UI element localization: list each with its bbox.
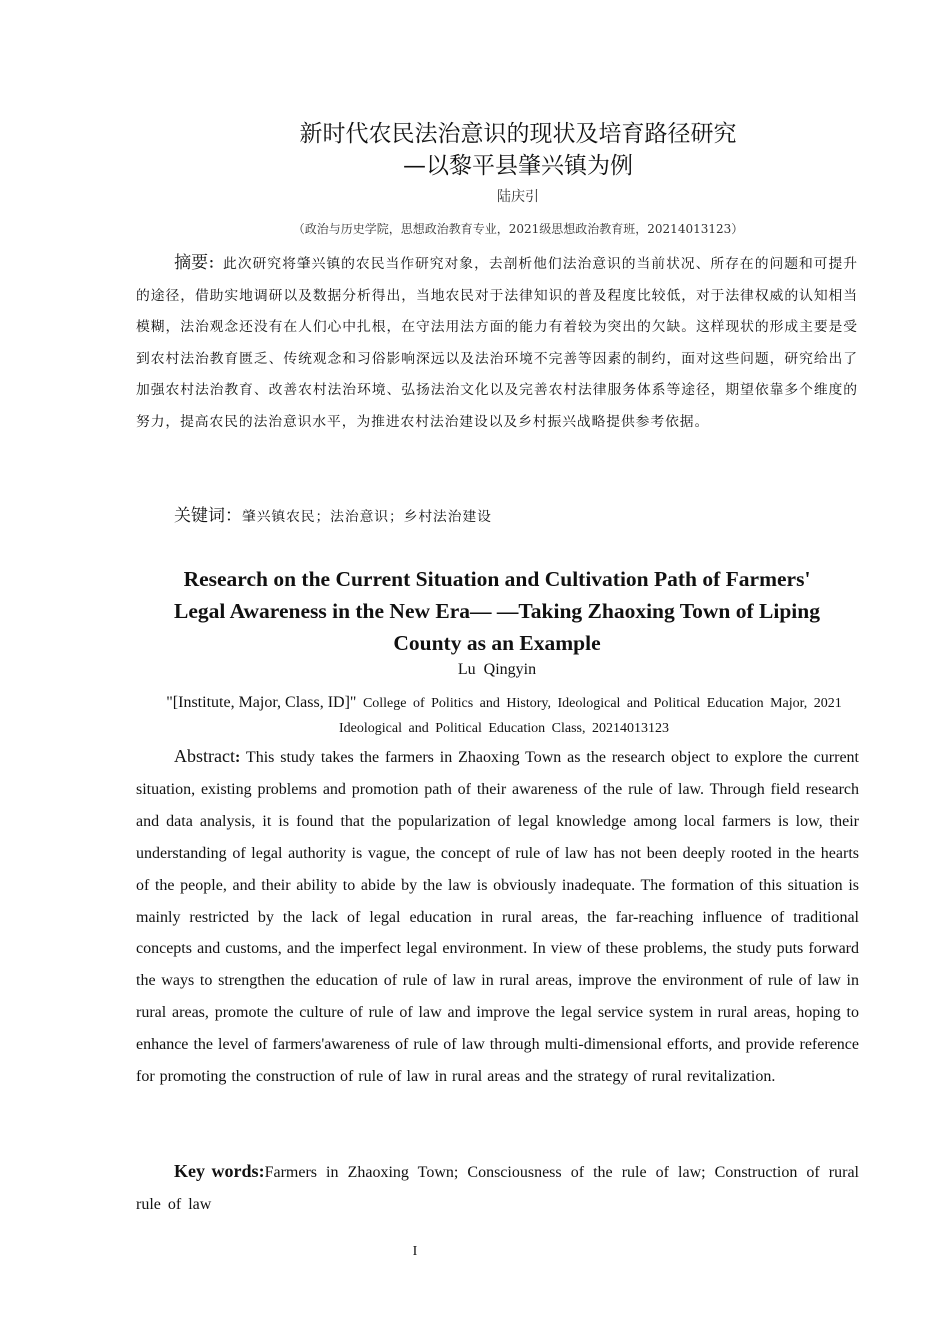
en-title-line-3: County as an Example bbox=[393, 631, 601, 655]
page-number: I bbox=[412, 1244, 418, 1259]
en-title-line-1: Research on the Current Situation and Cultivation Path of Farmers' bbox=[183, 567, 811, 591]
en-keywords-text: Farmers in Zhaoxing Town; Consciousness of the rule of law; Construction of rural rule of law bbox=[136, 1164, 859, 1213]
cn-keywords-text: 肇兴镇农民；法治意识；乡村法治建设 bbox=[242, 509, 492, 525]
en-keywords bbox=[136, 1156, 859, 1221]
cn-affiliation: （政治与历史学院，思想政治教育专业，2021级思想政治教育班，20214013123） bbox=[292, 222, 744, 236]
en-abstract-label: Abstract bbox=[174, 746, 235, 766]
en-title-line-2: Legal Awareness in the New Era— —Taking Zhaoxing Town of Liping bbox=[174, 599, 820, 623]
en-affiliation-placeholder: "[Institute, Major, Class, ID]" bbox=[166, 694, 357, 711]
en-abstract bbox=[136, 741, 859, 1093]
cn-title-line-2: —以黎平县肇兴镇为例 bbox=[403, 153, 633, 179]
cn-abstract bbox=[136, 248, 858, 439]
cn-abstract-label: 摘要 bbox=[174, 253, 209, 273]
cn-keywords-label: 关键词： bbox=[174, 506, 242, 526]
en-title bbox=[136, 563, 858, 659]
en-abstract-colon: : bbox=[234, 749, 241, 766]
en-keywords-label: Key words: bbox=[174, 1161, 265, 1181]
en-author: Lu Qingyin bbox=[457, 661, 537, 678]
cn-keywords bbox=[174, 502, 874, 531]
cn-title-line-1: 新时代农民法治意识的现状及培育路径研究 bbox=[299, 121, 737, 147]
en-abstract-text: This study takes the farmers in Zhaoxing Town as the research object to explore the current situation, existing problems and promotion path of their awareness of the rule of law. Through field research and data analysis, it is found that the popularization of legal knowledge among local farmers is low, their understanding of legal authority is vague, the concept of rule of law has not been deeply rooted in the hearts of the people, and their ability to abide by the law is obviously inadequate. The formation of this situation is mainly restricted by the lack of legal education in rural areas, the far-reaching influence of traditional concepts and customs, and the imperfect legal environment. In view of these problems, the study puts forward the ways to strengthen the education of rule of law in rural areas, improve the environment of rule of law in rural areas, promote the culture of rule of law and improve the legal service system in rural areas, hoping to enhance the level of farmers'awareness of rule of law through multi-dimensional efforts, and provide reference for promoting the construction of rule of law in rural areas and the strategy of rural revitalization. bbox=[136, 749, 859, 1086]
cn-abstract-colon: ： bbox=[208, 256, 223, 272]
cn-abstract-text: 此次研究将肇兴镇的农民当作研究对象，去剖析他们法治意识的当前状况、所存在的问题和可提升的途径，借助实地调研以及数据分析得出，当地农民对于法律知识的普及程度比较低，对于法律权威的认知相当模糊，法治观念还没有在人们心中扎根，在守法用法方面的能力有着较为突出的欠缺。这样现状的形成主要是受到农村法治教育匮乏、传统观念和习俗影响深远以及法治环境不完善等因素的制约，面对这些问题，研究给出了加强农村法治教育、改善农村法治环境、弘扬法治文化以及完善农村法律服务体系等途径，期望依靠多个维度的努力，提高农民的法治意识水平，为推进农村法治建设以及乡村振兴战略提供参考依据。 bbox=[136, 256, 859, 430]
cn-author: 陆庆引 bbox=[497, 189, 539, 205]
en-affiliation bbox=[150, 690, 858, 741]
en-affiliation-text: College of Politics and History, Ideological and Political Education Major, 2021 Ideological and Political Education Class, 20214013123 bbox=[339, 696, 842, 736]
